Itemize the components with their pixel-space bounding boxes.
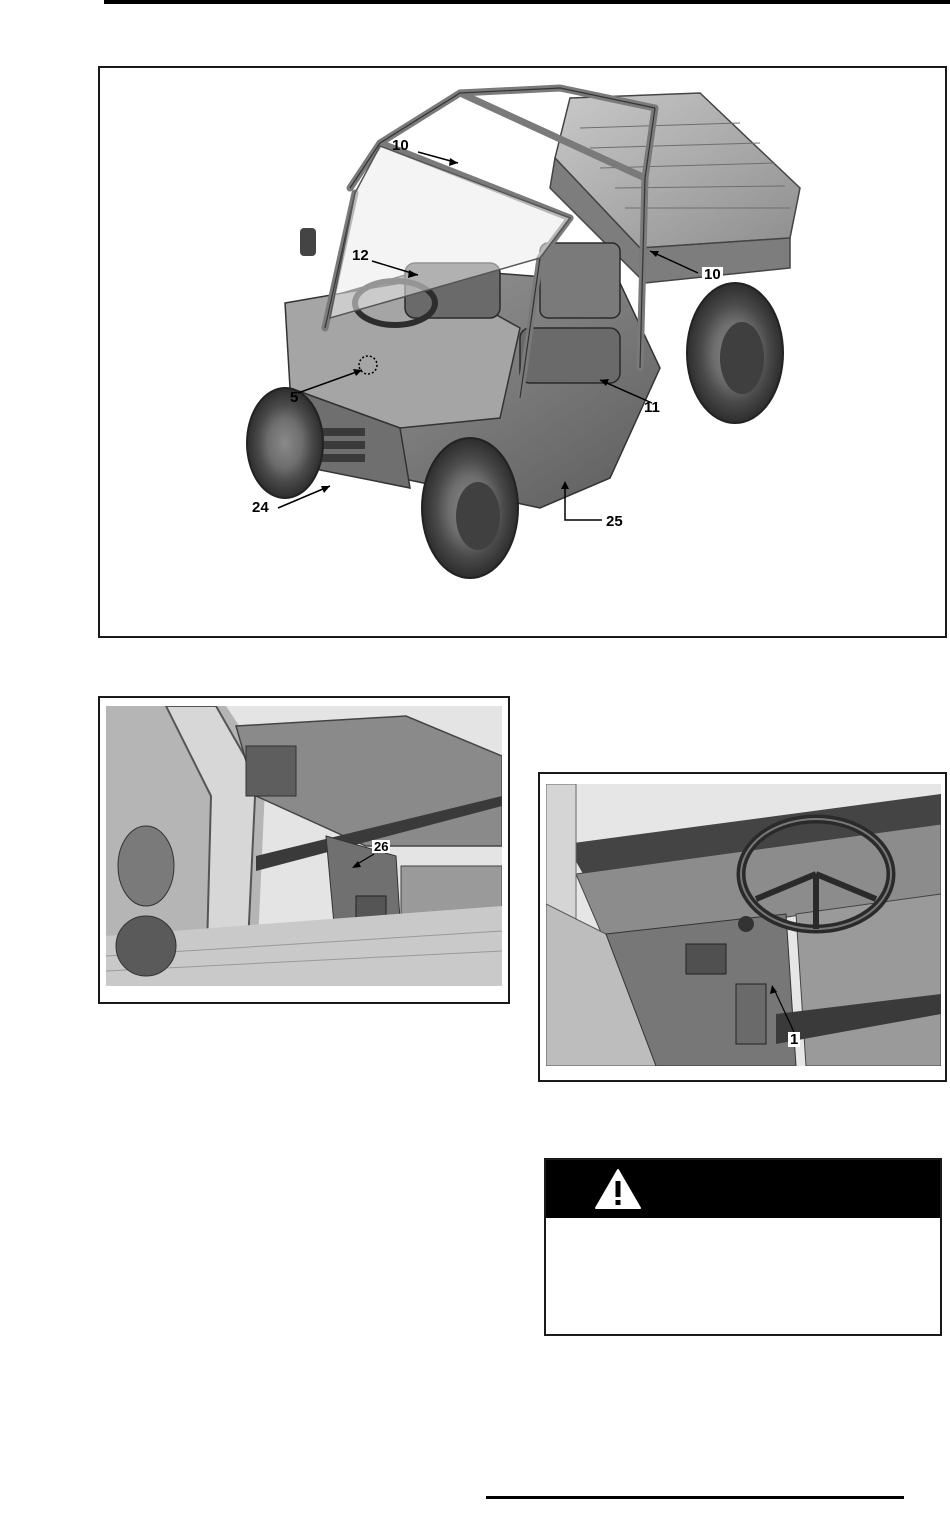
callout-1: 1 bbox=[790, 1031, 799, 1048]
footer-rule bbox=[486, 1496, 904, 1499]
warning-box bbox=[544, 1158, 942, 1336]
pedal-illustration bbox=[106, 706, 502, 986]
callout-11: 11 bbox=[644, 399, 660, 416]
callout-12: 12 bbox=[352, 247, 369, 264]
callout-24: 24 bbox=[252, 499, 269, 516]
dashboard-illustration bbox=[546, 784, 941, 1066]
callout-10-top: 10 bbox=[392, 137, 409, 154]
vehicle-overview-figure bbox=[98, 66, 947, 638]
callout-10-right: 10 bbox=[704, 266, 721, 283]
vehicle-illustration bbox=[100, 68, 945, 636]
warning-header bbox=[546, 1160, 940, 1218]
pedal-area-figure bbox=[98, 696, 510, 1004]
callout-25: 25 bbox=[606, 513, 623, 530]
header-rule bbox=[104, 0, 950, 4]
dashboard-figure bbox=[538, 772, 947, 1082]
warning-triangle-icon bbox=[594, 1168, 642, 1210]
callout-5: 5 bbox=[290, 389, 299, 406]
callout-26: 26 bbox=[374, 839, 389, 854]
